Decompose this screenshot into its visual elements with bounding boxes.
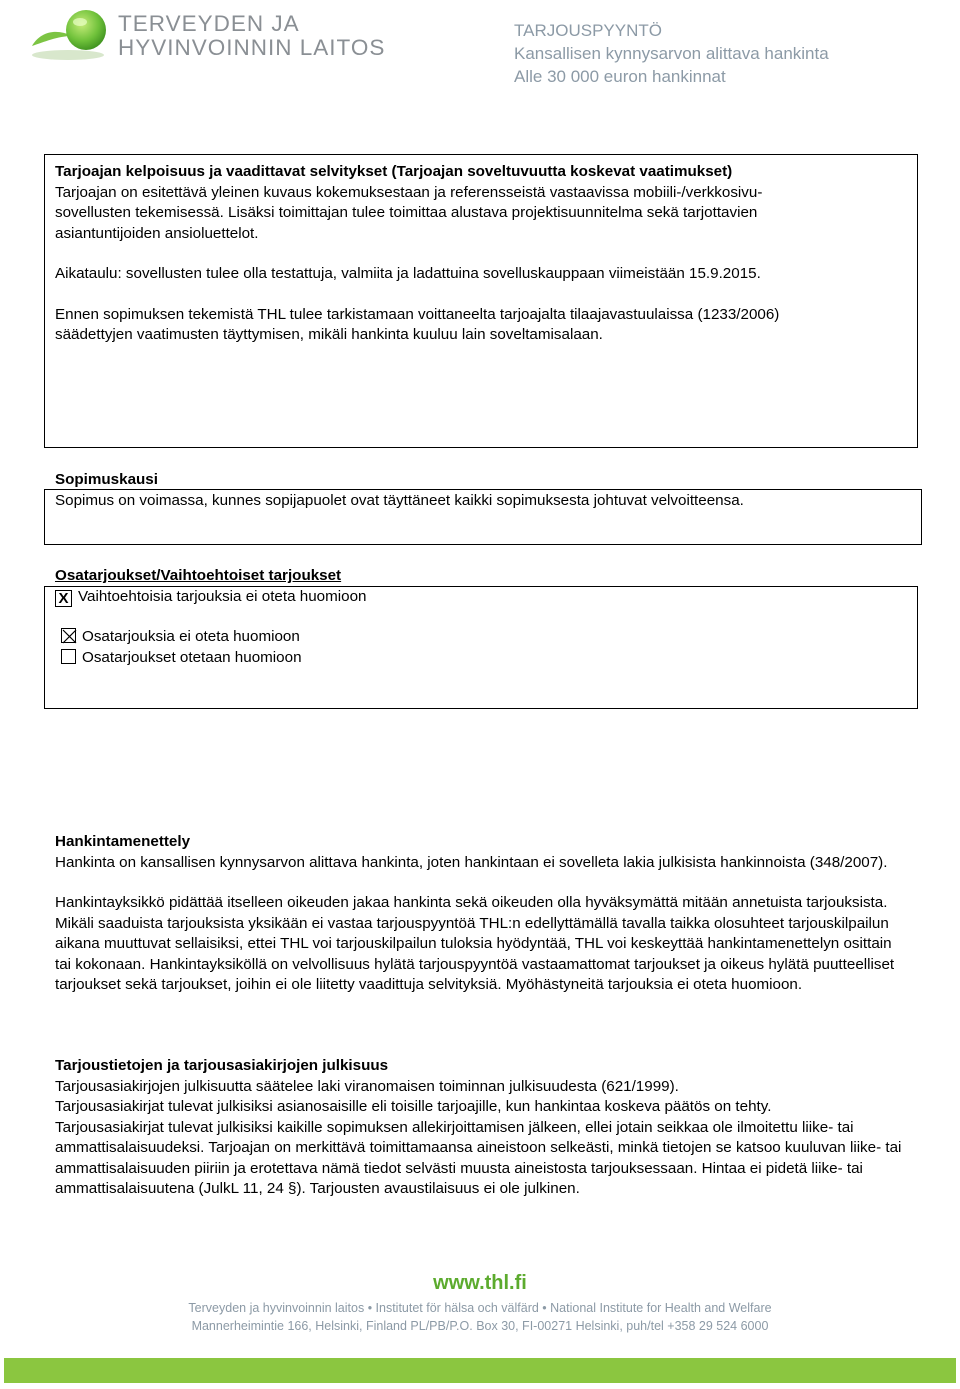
procurement-method-section [55, 832, 908, 996]
org-name-line2: HYVINVOINNIN LAITOS [118, 35, 386, 60]
publicity-section [55, 1056, 908, 1200]
partial-offers-section [55, 566, 915, 587]
procurement-method-para1: Hankinta on kansallisen kynnysarvon alittava hankinta, joten hankintaan ei sovelleta lakia julkisista hankinnoista (348/2007). [55, 853, 888, 871]
publicity-heading: Tarjoustietojen ja tarjousasiakirjojen julkisuus [55, 1057, 389, 1074]
partial-offers-options [61, 627, 302, 668]
qualifications-para1-line1: Tarjoajan on esitettävä yleinen kuvaus kokemuksestaan ja referensseistä vastaavissa mobiili-/verkkosivu- [55, 183, 763, 201]
alternative-offers-label: Vaihtoehtoisia tarjouksia ei oteta huomioon [78, 588, 367, 605]
partial-offers-not-accepted-label: Osatarjouksia ei oteta huomioon [82, 628, 300, 645]
footer-address: Mannerheimintie 166, Helsinki, Finland PL/PB/P.O. Box 30, FI-00271 Helsinki, puh/tel +358 29 524 6000 [191, 1319, 769, 1333]
org-logo-text [118, 12, 385, 60]
thl-logo-icon [28, 6, 112, 64]
qualifications-para3-line1: Ennen sopimuksen tekemistä THL tulee tarkistamaan voittaneelta tarjoajalta tilaajavastuulaissa (1233/2006) [55, 305, 780, 323]
schedule-paragraph: Aikataulu: sovellusten tulee olla testattuja, valmiita ja ladattuina sovelluskauppaan viimeistään 15.9.2015. [55, 265, 761, 282]
alternative-offers-checkbox[interactable]: X [55, 590, 72, 607]
alternative-offers-row [55, 587, 366, 608]
procurement-method-heading: Hankintamenettely [55, 833, 191, 850]
contract-period-box [44, 489, 922, 545]
partial-offers-heading: Osatarjoukset/Vaihtoehtoiset tarjoukset [55, 567, 342, 584]
contract-period-text: Sopimus on voimassa, kunnes sopijapuolet ovat täyttäneet kaikki sopimuksesta johtuvat velvoitteensa. [55, 492, 744, 509]
document-subtitle: Kansallisen kynnysarvon alittava hankinta [514, 44, 829, 63]
org-name-line1: TERVEYDEN JA [118, 11, 300, 36]
publicity-line2: Tarjousasiakirjat tulevat julkisiksi asianosaisille eli toisille tarjoajille, kun hankintaa koskeva päätös on tehty. [55, 1098, 772, 1115]
partial-offers-not-accepted-checkbox[interactable] [61, 628, 76, 643]
qualifications-para3-line2: säädettyjen vaatimusten täyttymisen, mikäli hankinta kuuluu lain soveltamisalaan. [55, 326, 603, 343]
qualifications-heading: Tarjoajan kelpoisuus ja vaadittavat selvitykset (Tarjoajan soveltuvuutta koskevat vaatimukset) [55, 163, 733, 180]
document-type: TARJOUSPYYNTÖ [514, 21, 662, 40]
checkbox-x-icon [62, 629, 77, 644]
qualifications-section [55, 162, 910, 346]
procurement-method-para2: Hankintayksikkö pidättää itselleen oikeuden jakaa hankinta sekä oikeuden olla hyväksymättä mitään annetuista tarjouksista. Mikäli saaduista tarjouksista yksikään ei vastaa tarjouspyyntöä THL:n edellyttämällä tavalla taikka olosuhteet tarjouskilpailun aikana muuttuvat sellaisiksi, ettei THL voi tarjouskilpailun tuloksia hyödyntää, THL voi keskeyttää hankintamenettelyn osittain tai kokonaan. Hankintayksiköllä on velvollisuus hylätä tarjouspyyntöä vastaamattomat tarjoukset ja oikeus hylätä puutteelliset tarjoukset sekä tarjoukset, joihin ei ole liitetty vaadittuja selvityksiä. Myöhästyneitä tarjouksia ei oteta huomioon. [55, 894, 895, 993]
partial-offers-accepted-checkbox[interactable] [61, 649, 76, 664]
contract-period-heading: Sopimuskausi [55, 471, 158, 488]
contract-period-section [55, 470, 915, 491]
publicity-line1: Tarjousasiakirjojen julkisuutta säätelee laki viranomaisen toiminnan julkisuudesta (621/1999). [55, 1077, 679, 1095]
footer-color-bar [4, 1358, 956, 1383]
qualifications-para1-line2: sovellusten tekemisessä. Lisäksi toimittajan tulee toimittaa alustava projektisuunnitelma sekä tarjottavien [55, 204, 758, 221]
document-header [514, 19, 829, 88]
partial-offers-accepted-label: Osatarjoukset otetaan huomioon [82, 648, 302, 666]
footer-org-names: Terveyden ja hyvinvoinnin laitos • Institutet för hälsa och välfärd • National Institute for Health and Welfare [188, 1301, 772, 1315]
footer-website-link[interactable]: www.thl.fi [433, 1272, 527, 1294]
publicity-para3: Tarjousasiakirjat tulevat julkisiksi kaikille sopimuksen allekirjoittamisen jälkeen, ellei jotain seikkaa ole ilmoitettu liike- tai ammattisalaisuudeksi. Tarjoajan on merkittävä toimittamaansa aineistoon selkeästi, minkä tietojen se katsoo kuuluvan liike- tai ammattisalaisuuden piiriin ja erotettava nämä tiedot selvästi muusta aineistosta tarjouksessaan. Hintaa ei pidetä liike- tai ammattisalaisuutena (JulkL 11, 24 §). Tarjousten avaustilaisuus ei ole julkinen. [55, 1118, 902, 1197]
document-subtitle-2: Alle 30 000 euron hankinnat [514, 67, 726, 86]
qualifications-para1-line3: asiantuntijoiden ansioluettelot. [55, 224, 259, 242]
